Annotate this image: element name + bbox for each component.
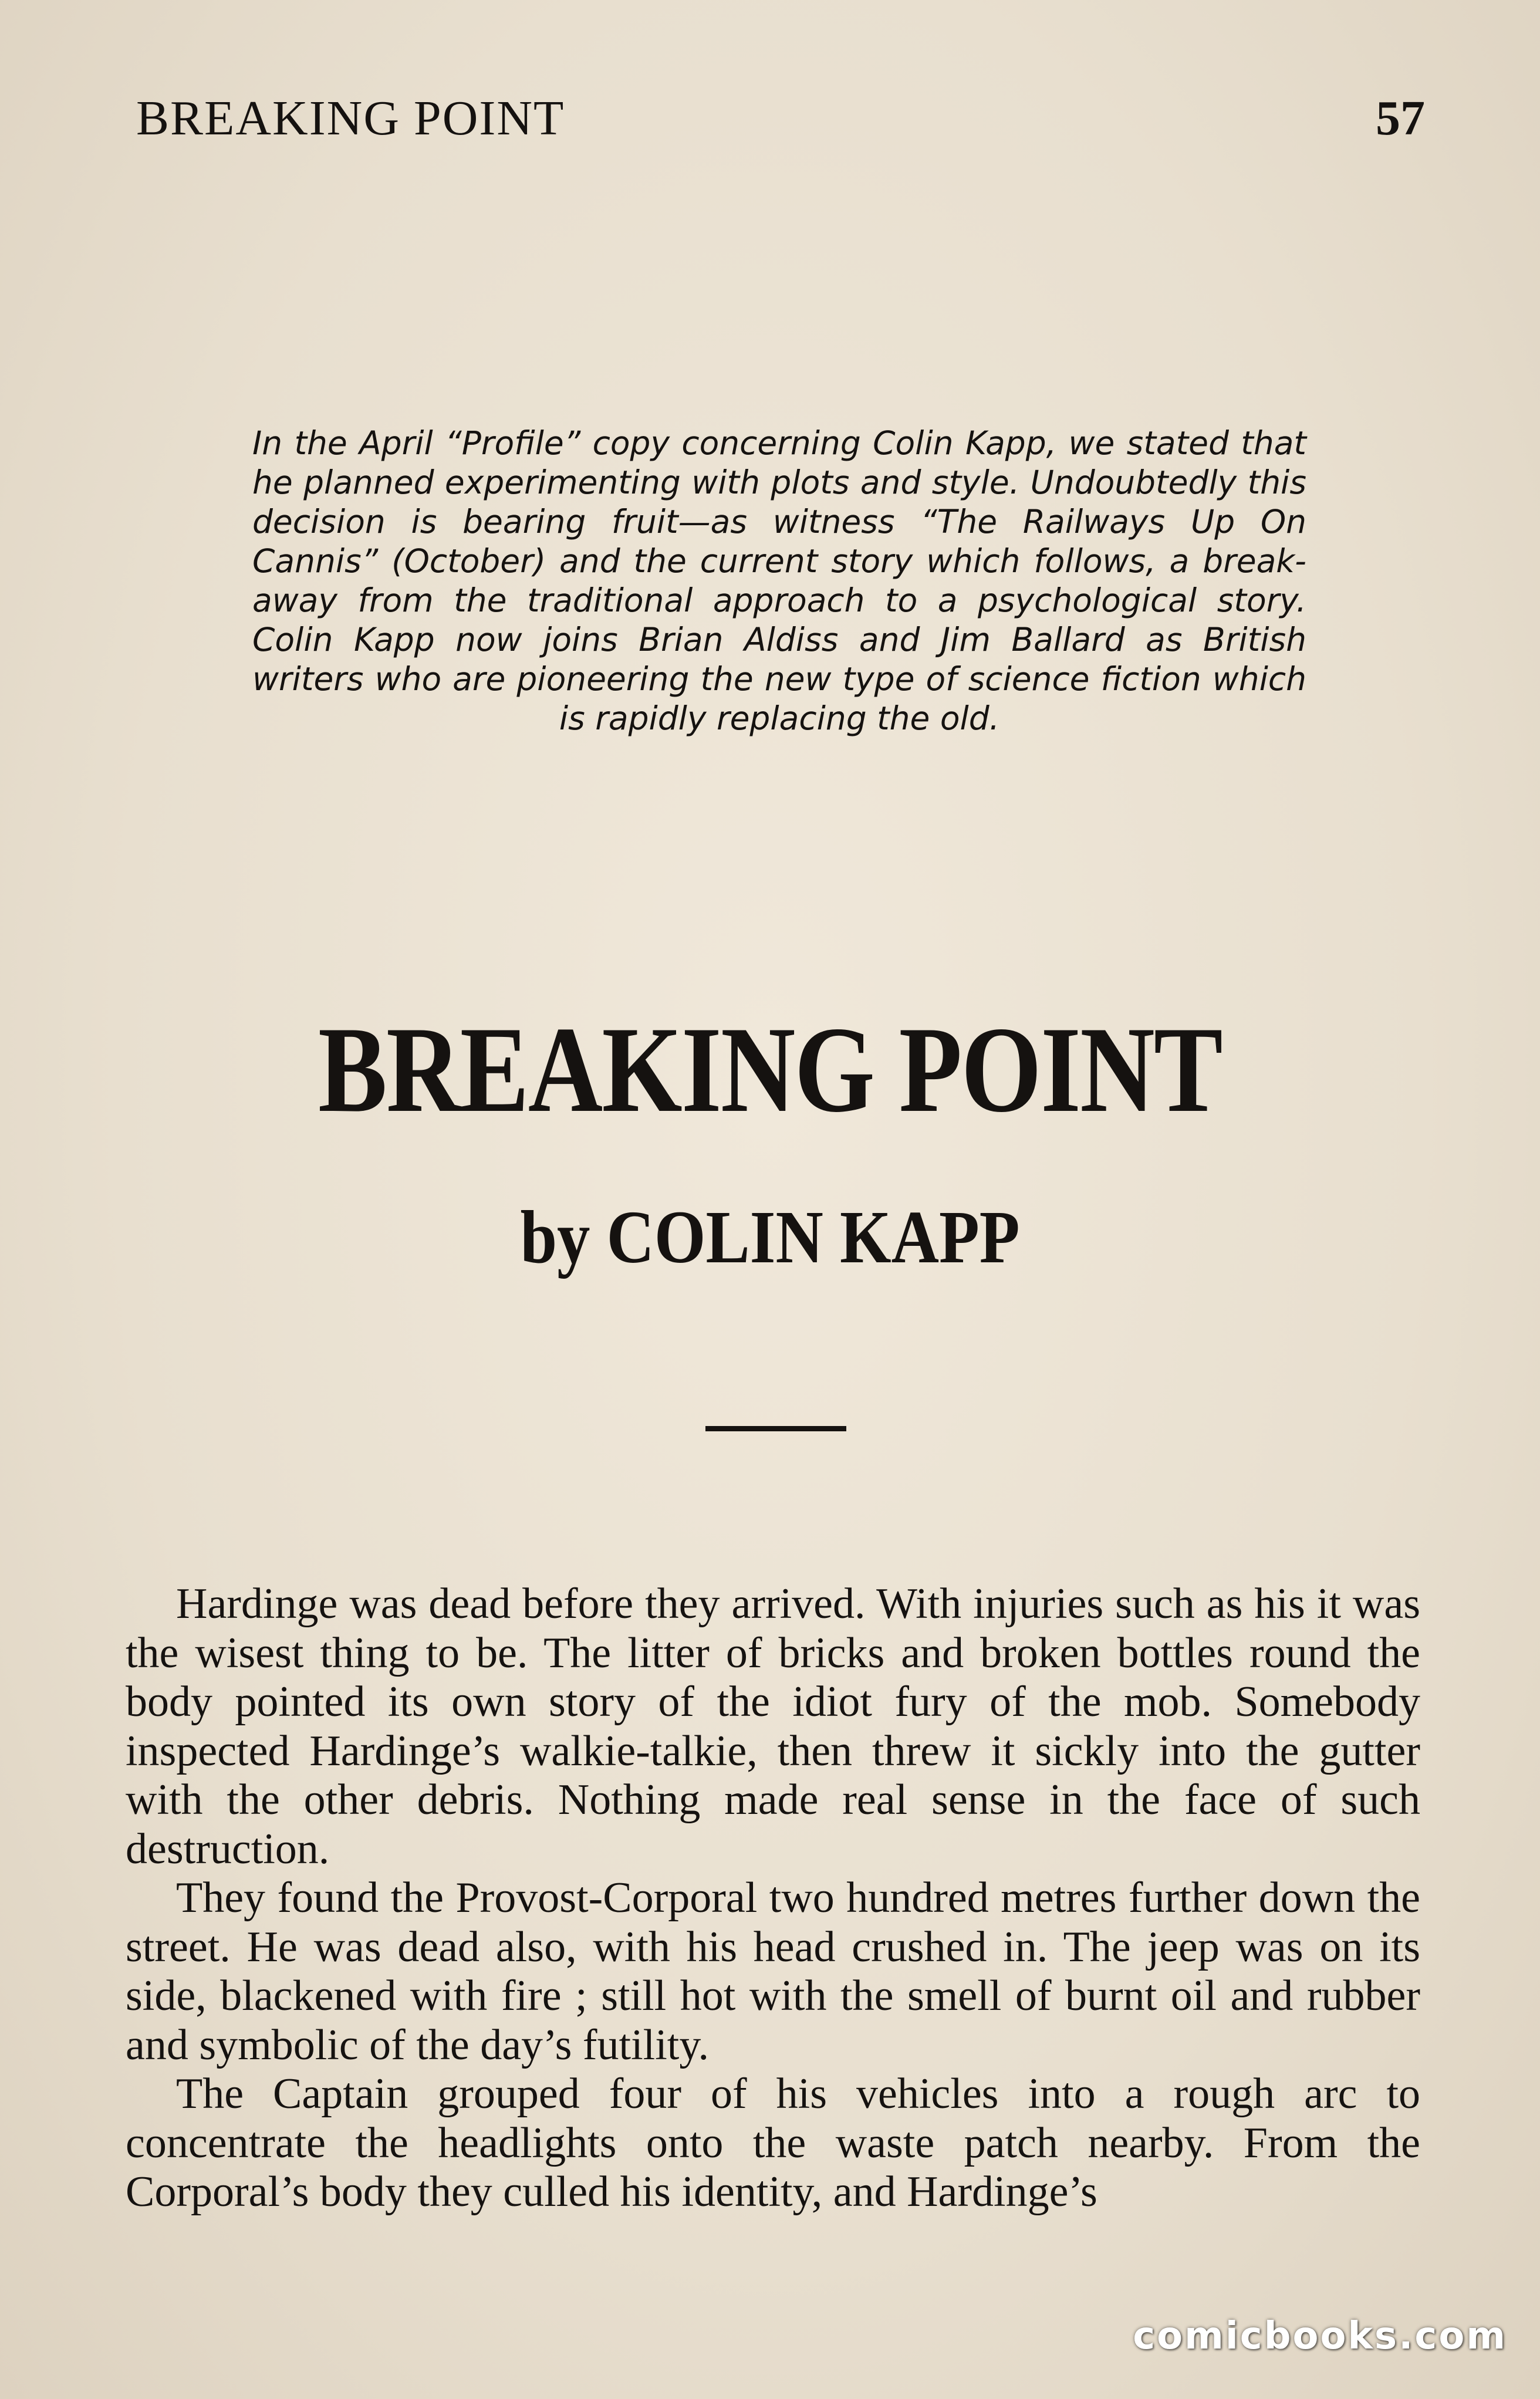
editorial-intro: In the April “Profile” copy concerning Colin Kapp, we stated that he planned experimenting with plots and style. Undoubtedly this decision is bearing fruit—as witness “The Railways Up On Cannis” (October) and the current story which follows, a breakaway from the traditional approach to a psychological story. Colin Kapp now joins Brian Aldiss and Jim Ballard as British writers who are pioneering the new type of science fiction which is rapidly replacing the old. (252, 424, 1306, 737)
story-paragraph: They found the Provost-Corporal two hundred metres further down the street. He was dead also, with his head crushed in. The jeep was on its side, blackened with fire ; still hot with the smell of burnt oil and rubber and symbolic of the day’s futility. (126, 1874, 1420, 2069)
story-paragraph: The Captain grouped four of his vehicles into a rough arc to concentrate the headlights onto the waste patch nearby. From the Corporal’s body they culled his identity, and Hardinge’s (126, 2070, 1420, 2216)
story-paragraph: Hardinge was dead before they arrived. With injuries such as his it was the wisest thing to be. The litter of bricks and broken bottles round the body pointed its own story of the idiot fury of the mob. Somebody inspected Hardinge’s walkie-talkie, then threw it sickly into the gutter with the other debris. Nothing made real sense in the face of such destruction. (126, 1580, 1420, 1873)
running-title: BREAKING POINT (136, 91, 565, 146)
section-divider (705, 1426, 846, 1431)
page-number: 57 (1376, 91, 1425, 146)
story-byline: by COLIN KAPP (520, 1195, 1020, 1279)
story-body (126, 1580, 1420, 2217)
site-watermark: comicbooks.com (1133, 2314, 1507, 2358)
story-title: BREAKING POINT (318, 1002, 1222, 1138)
